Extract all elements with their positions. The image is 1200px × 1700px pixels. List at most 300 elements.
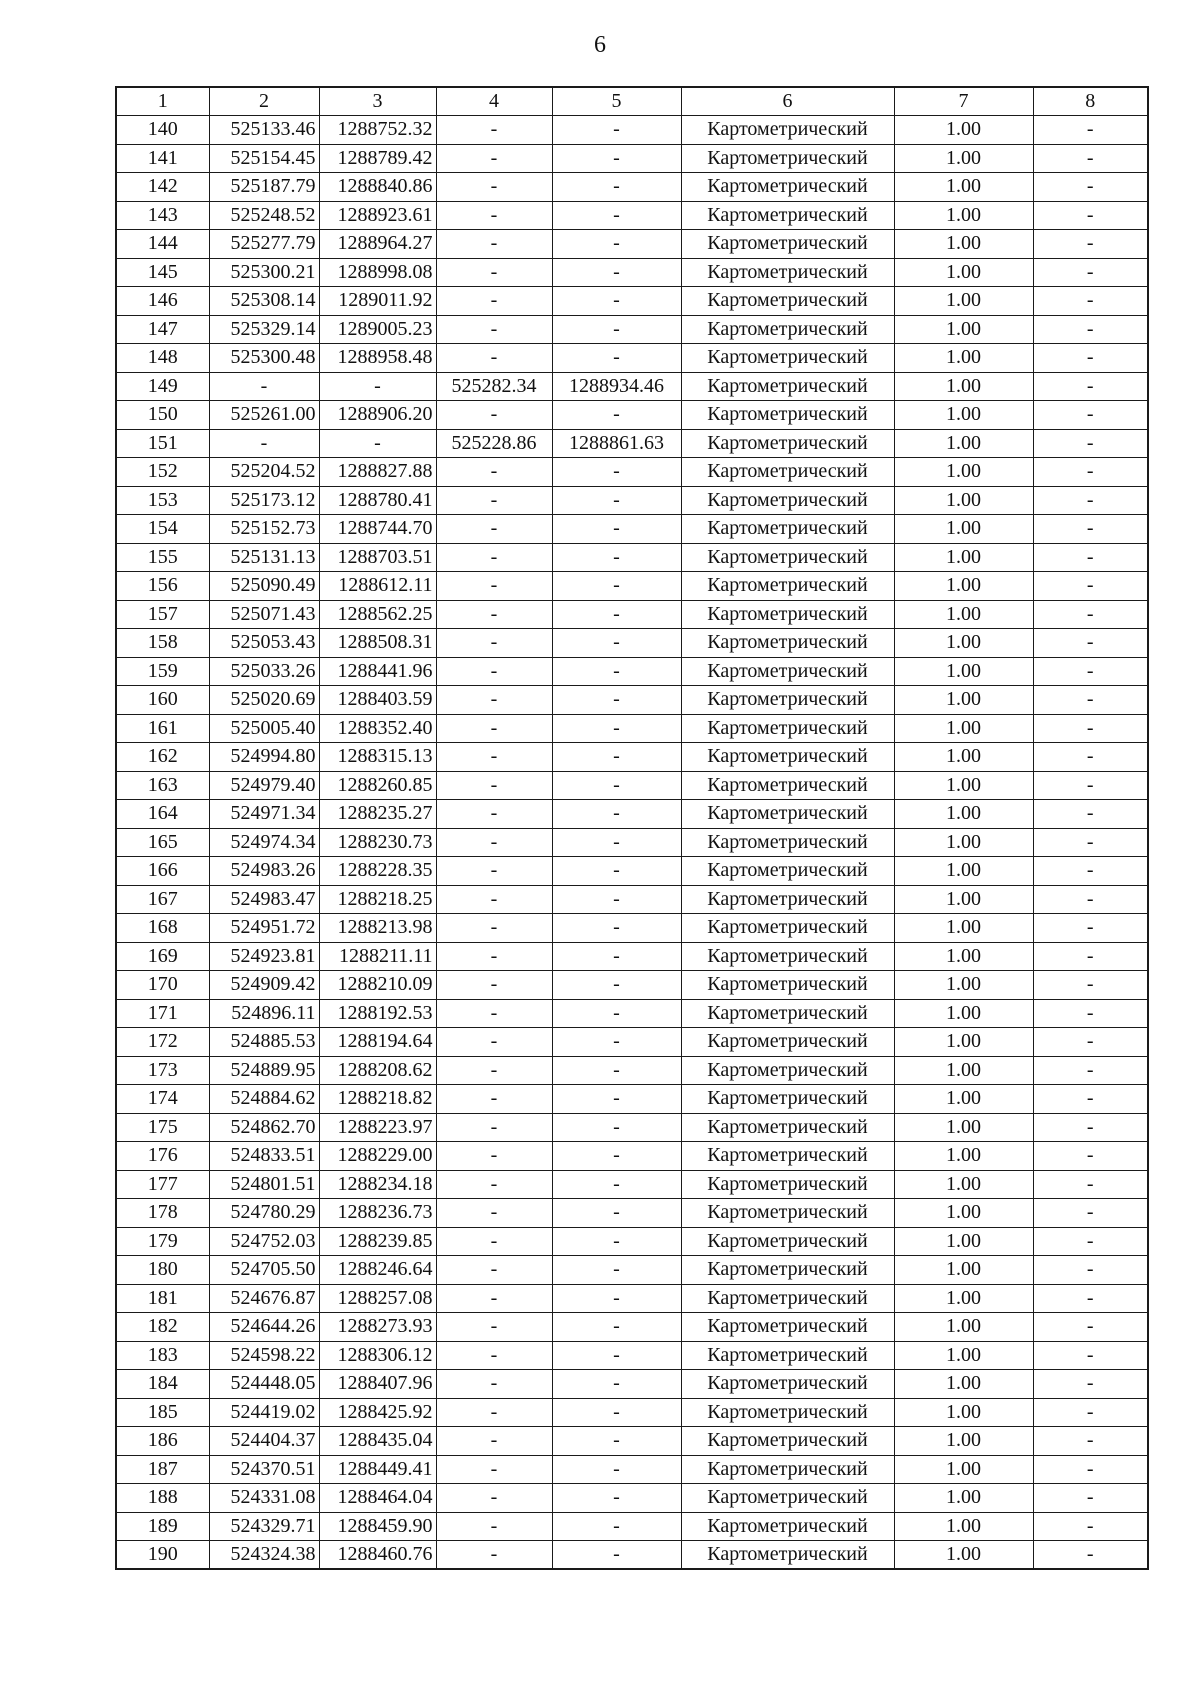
point-number-cell: 177 <box>116 1170 209 1199</box>
accuracy-cell: 1.00 <box>894 515 1033 544</box>
x-coordinate-cell: 525248.52 <box>209 201 319 230</box>
y-coordinate-alt-cell: - <box>552 771 681 800</box>
note-cell: - <box>1033 1541 1148 1570</box>
method-cell: Картометрический <box>681 828 894 857</box>
note-cell: - <box>1033 714 1148 743</box>
x-coordinate-alt-cell: - <box>436 1142 552 1171</box>
method-cell: Картометрический <box>681 714 894 743</box>
y-coordinate-alt-cell: - <box>552 657 681 686</box>
note-cell: - <box>1033 1398 1148 1427</box>
note-cell: - <box>1033 600 1148 629</box>
accuracy-cell: 1.00 <box>894 401 1033 430</box>
accuracy-cell: 1.00 <box>894 971 1033 1000</box>
y-coordinate-alt-cell: - <box>552 458 681 487</box>
method-cell: Картометрический <box>681 1455 894 1484</box>
note-cell: - <box>1033 401 1148 430</box>
accuracy-cell: 1.00 <box>894 201 1033 230</box>
x-coordinate-alt-cell: - <box>436 486 552 515</box>
accuracy-cell: 1.00 <box>894 1541 1033 1570</box>
table-row <box>116 1484 1148 1513</box>
table-row <box>116 714 1148 743</box>
point-number-cell: 149 <box>116 372 209 401</box>
x-coordinate-alt-cell: - <box>436 201 552 230</box>
y-coordinate-cell: 1288352.40 <box>319 714 436 743</box>
table-row <box>116 572 1148 601</box>
method-cell: Картометрический <box>681 1113 894 1142</box>
y-coordinate-alt-cell: - <box>552 344 681 373</box>
x-coordinate-alt-cell: - <box>436 543 552 572</box>
y-coordinate-cell: 1288425.92 <box>319 1398 436 1427</box>
note-cell: - <box>1033 1370 1148 1399</box>
method-cell: Картометрический <box>681 942 894 971</box>
table-row <box>116 1085 1148 1114</box>
note-cell: - <box>1033 1227 1148 1256</box>
x-coordinate-alt-cell: - <box>436 629 552 658</box>
point-number-cell: 170 <box>116 971 209 1000</box>
x-coordinate-cell: 525020.69 <box>209 686 319 715</box>
y-coordinate-cell: 1288407.96 <box>319 1370 436 1399</box>
table-row <box>116 885 1148 914</box>
method-cell: Картометрический <box>681 686 894 715</box>
method-cell: Картометрический <box>681 1028 894 1057</box>
y-coordinate-alt-cell: - <box>552 914 681 943</box>
y-coordinate-cell: 1288192.53 <box>319 999 436 1028</box>
y-coordinate-alt-cell: - <box>552 686 681 715</box>
y-coordinate-cell: 1288562.25 <box>319 600 436 629</box>
method-cell: Картометрический <box>681 629 894 658</box>
y-coordinate-alt-cell: - <box>552 1142 681 1171</box>
note-cell: - <box>1033 116 1148 145</box>
x-coordinate-cell: 524884.62 <box>209 1085 319 1114</box>
x-coordinate-cell: 525033.26 <box>209 657 319 686</box>
accuracy-cell: 1.00 <box>894 258 1033 287</box>
y-coordinate-alt-cell: - <box>552 1341 681 1370</box>
y-coordinate-alt-cell: - <box>552 1455 681 1484</box>
y-coordinate-cell: 1288228.35 <box>319 857 436 886</box>
table-row <box>116 287 1148 316</box>
x-coordinate-alt-cell: - <box>436 714 552 743</box>
x-coordinate-alt-cell: 525282.34 <box>436 372 552 401</box>
y-coordinate-cell: 1288234.18 <box>319 1170 436 1199</box>
method-cell: Картометрический <box>681 543 894 572</box>
x-coordinate-alt-cell: - <box>436 458 552 487</box>
y-coordinate-alt-cell: - <box>552 629 681 658</box>
note-cell: - <box>1033 1199 1148 1228</box>
note-cell: - <box>1033 258 1148 287</box>
x-coordinate-cell: 524752.03 <box>209 1227 319 1256</box>
point-number-cell: 168 <box>116 914 209 943</box>
y-coordinate-alt-cell: - <box>552 401 681 430</box>
x-coordinate-alt-cell: - <box>436 1085 552 1114</box>
y-coordinate-alt-cell: - <box>552 201 681 230</box>
note-cell: - <box>1033 1142 1148 1171</box>
table-row <box>116 914 1148 943</box>
x-coordinate-cell: 524448.05 <box>209 1370 319 1399</box>
column-header: 5 <box>552 87 681 116</box>
point-number-cell: 164 <box>116 800 209 829</box>
method-cell: Картометрический <box>681 486 894 515</box>
y-coordinate-cell: 1288229.00 <box>319 1142 436 1171</box>
page-number: 6 <box>594 32 606 58</box>
y-coordinate-cell: 1288218.82 <box>319 1085 436 1114</box>
x-coordinate-cell: 524404.37 <box>209 1427 319 1456</box>
y-coordinate-alt-cell: - <box>552 1028 681 1057</box>
note-cell: - <box>1033 1113 1148 1142</box>
method-cell: Картометрический <box>681 173 894 202</box>
y-coordinate-cell: 1288435.04 <box>319 1427 436 1456</box>
table-row <box>116 1028 1148 1057</box>
y-coordinate-cell: 1288827.88 <box>319 458 436 487</box>
x-coordinate-cell: 525131.13 <box>209 543 319 572</box>
y-coordinate-cell: 1288449.41 <box>319 1455 436 1484</box>
point-number-cell: 175 <box>116 1113 209 1142</box>
table-row <box>116 828 1148 857</box>
x-coordinate-cell: 524833.51 <box>209 1142 319 1171</box>
y-coordinate-alt-cell: - <box>552 315 681 344</box>
method-cell: Картометрический <box>681 315 894 344</box>
point-number-cell: 163 <box>116 771 209 800</box>
note-cell: - <box>1033 173 1148 202</box>
y-coordinate-alt-cell: - <box>552 1541 681 1570</box>
point-number-cell: 160 <box>116 686 209 715</box>
accuracy-cell: 1.00 <box>894 771 1033 800</box>
x-coordinate-cell: 524974.34 <box>209 828 319 857</box>
accuracy-cell: 1.00 <box>894 1256 1033 1285</box>
note-cell: - <box>1033 857 1148 886</box>
y-coordinate-cell: 1288460.76 <box>319 1541 436 1570</box>
point-number-cell: 178 <box>116 1199 209 1228</box>
table-row <box>116 999 1148 1028</box>
note-cell: - <box>1033 1484 1148 1513</box>
note-cell: - <box>1033 771 1148 800</box>
x-coordinate-alt-cell: - <box>436 657 552 686</box>
x-coordinate-cell: 524979.40 <box>209 771 319 800</box>
note-cell: - <box>1033 800 1148 829</box>
accuracy-cell: 1.00 <box>894 828 1033 857</box>
method-cell: Картометрический <box>681 771 894 800</box>
table-row <box>116 1256 1148 1285</box>
note-cell: - <box>1033 144 1148 173</box>
y-coordinate-alt-cell: - <box>552 144 681 173</box>
method-cell: Картометрический <box>681 1170 894 1199</box>
x-coordinate-alt-cell: - <box>436 1341 552 1370</box>
x-coordinate-cell: 524331.08 <box>209 1484 319 1513</box>
note-cell: - <box>1033 1028 1148 1057</box>
y-coordinate-cell: 1288612.11 <box>319 572 436 601</box>
note-cell: - <box>1033 1170 1148 1199</box>
method-cell: Картометрический <box>681 344 894 373</box>
x-coordinate-cell: 524324.38 <box>209 1541 319 1570</box>
note-cell: - <box>1033 1341 1148 1370</box>
method-cell: Картометрический <box>681 1056 894 1085</box>
y-coordinate-cell: 1288744.70 <box>319 515 436 544</box>
x-coordinate-alt-cell: - <box>436 1056 552 1085</box>
note-cell: - <box>1033 1085 1148 1114</box>
x-coordinate-alt-cell: - <box>436 771 552 800</box>
accuracy-cell: 1.00 <box>894 1484 1033 1513</box>
point-number-cell: 185 <box>116 1398 209 1427</box>
table-row <box>116 857 1148 886</box>
accuracy-cell: 1.00 <box>894 543 1033 572</box>
note-cell: - <box>1033 629 1148 658</box>
y-coordinate-cell: 1288998.08 <box>319 258 436 287</box>
accuracy-cell: 1.00 <box>894 144 1033 173</box>
y-coordinate-alt-cell: - <box>552 173 681 202</box>
point-number-cell: 176 <box>116 1142 209 1171</box>
x-coordinate-cell: 524896.11 <box>209 999 319 1028</box>
x-coordinate-cell: - <box>209 429 319 458</box>
y-coordinate-cell: 1288306.12 <box>319 1341 436 1370</box>
accuracy-cell: 1.00 <box>894 999 1033 1028</box>
method-cell: Картометрический <box>681 885 894 914</box>
table-row <box>116 657 1148 686</box>
table-row <box>116 942 1148 971</box>
y-coordinate-cell: 1288208.62 <box>319 1056 436 1085</box>
x-coordinate-cell: 524889.95 <box>209 1056 319 1085</box>
x-coordinate-alt-cell: - <box>436 315 552 344</box>
y-coordinate-cell: 1288218.25 <box>319 885 436 914</box>
point-number-cell: 151 <box>116 429 209 458</box>
x-coordinate-cell: 525300.21 <box>209 258 319 287</box>
y-coordinate-alt-cell: - <box>552 857 681 886</box>
accuracy-cell: 1.00 <box>894 458 1033 487</box>
accuracy-cell: 1.00 <box>894 942 1033 971</box>
x-coordinate-alt-cell: - <box>436 999 552 1028</box>
y-coordinate-cell: 1288194.64 <box>319 1028 436 1057</box>
table-row <box>116 1427 1148 1456</box>
point-number-cell: 144 <box>116 230 209 259</box>
method-cell: Картометрический <box>681 230 894 259</box>
accuracy-cell: 1.00 <box>894 486 1033 515</box>
point-number-cell: 162 <box>116 743 209 772</box>
accuracy-cell: 1.00 <box>894 1512 1033 1541</box>
x-coordinate-cell: 524780.29 <box>209 1199 319 1228</box>
point-number-cell: 145 <box>116 258 209 287</box>
x-coordinate-alt-cell: - <box>436 1455 552 1484</box>
x-coordinate-alt-cell: - <box>436 344 552 373</box>
point-number-cell: 161 <box>116 714 209 743</box>
x-coordinate-cell: 524983.47 <box>209 885 319 914</box>
table-row <box>116 1455 1148 1484</box>
x-coordinate-alt-cell: - <box>436 1199 552 1228</box>
table-row <box>116 344 1148 373</box>
x-coordinate-cell: 525173.12 <box>209 486 319 515</box>
point-number-cell: 148 <box>116 344 209 373</box>
point-number-cell: 155 <box>116 543 209 572</box>
x-coordinate-cell: 524885.53 <box>209 1028 319 1057</box>
method-cell: Картометрический <box>681 914 894 943</box>
x-coordinate-alt-cell: - <box>436 686 552 715</box>
x-coordinate-alt-cell: - <box>436 173 552 202</box>
note-cell: - <box>1033 515 1148 544</box>
y-coordinate-alt-cell: - <box>552 885 681 914</box>
y-coordinate-alt-cell: - <box>552 1056 681 1085</box>
point-number-cell: 171 <box>116 999 209 1028</box>
table-row <box>116 144 1148 173</box>
x-coordinate-alt-cell: - <box>436 1028 552 1057</box>
method-cell: Картометрический <box>681 1541 894 1570</box>
accuracy-cell: 1.00 <box>894 173 1033 202</box>
y-coordinate-cell: - <box>319 372 436 401</box>
note-cell: - <box>1033 1427 1148 1456</box>
x-coordinate-alt-cell: - <box>436 1427 552 1456</box>
note-cell: - <box>1033 1313 1148 1342</box>
y-coordinate-alt-cell: - <box>552 486 681 515</box>
y-coordinate-alt-cell: - <box>552 287 681 316</box>
note-cell: - <box>1033 999 1148 1028</box>
x-coordinate-cell: 524971.34 <box>209 800 319 829</box>
accuracy-cell: 1.00 <box>894 1341 1033 1370</box>
y-coordinate-alt-cell: - <box>552 1085 681 1114</box>
note-cell: - <box>1033 914 1148 943</box>
y-coordinate-alt-cell: - <box>552 971 681 1000</box>
x-coordinate-alt-cell: - <box>436 116 552 145</box>
table-row <box>116 429 1148 458</box>
x-coordinate-cell: 525277.79 <box>209 230 319 259</box>
y-coordinate-cell: 1288273.93 <box>319 1313 436 1342</box>
note-cell: - <box>1033 885 1148 914</box>
x-coordinate-alt-cell: - <box>436 230 552 259</box>
accuracy-cell: 1.00 <box>894 1284 1033 1313</box>
y-coordinate-alt-cell: - <box>552 230 681 259</box>
x-coordinate-cell: 524644.26 <box>209 1313 319 1342</box>
method-cell: Картометрический <box>681 743 894 772</box>
point-number-cell: 152 <box>116 458 209 487</box>
accuracy-cell: 1.00 <box>894 1199 1033 1228</box>
method-cell: Картометрический <box>681 1370 894 1399</box>
y-coordinate-alt-cell: - <box>552 743 681 772</box>
table-row <box>116 372 1148 401</box>
y-coordinate-cell: - <box>319 429 436 458</box>
table-row <box>116 486 1148 515</box>
method-cell: Картометрический <box>681 1256 894 1285</box>
x-coordinate-alt-cell: - <box>436 258 552 287</box>
point-number-cell: 141 <box>116 144 209 173</box>
y-coordinate-alt-cell: - <box>552 1256 681 1285</box>
point-number-cell: 190 <box>116 1541 209 1570</box>
note-cell: - <box>1033 657 1148 686</box>
point-number-cell: 183 <box>116 1341 209 1370</box>
point-number-cell: 147 <box>116 315 209 344</box>
y-coordinate-cell: 1288703.51 <box>319 543 436 572</box>
method-cell: Картометрический <box>681 999 894 1028</box>
y-coordinate-cell: 1288840.86 <box>319 173 436 202</box>
y-coordinate-cell: 1288508.31 <box>319 629 436 658</box>
point-number-cell: 156 <box>116 572 209 601</box>
method-cell: Картометрический <box>681 372 894 401</box>
accuracy-cell: 1.00 <box>894 1313 1033 1342</box>
y-coordinate-cell: 1288235.27 <box>319 800 436 829</box>
table-row <box>116 1512 1148 1541</box>
point-number-cell: 169 <box>116 942 209 971</box>
point-number-cell: 159 <box>116 657 209 686</box>
x-coordinate-alt-cell: - <box>436 1227 552 1256</box>
note-cell: - <box>1033 971 1148 1000</box>
method-cell: Картометрический <box>681 600 894 629</box>
x-coordinate-cell: 525154.45 <box>209 144 319 173</box>
note-cell: - <box>1033 372 1148 401</box>
x-coordinate-alt-cell: 525228.86 <box>436 429 552 458</box>
method-cell: Картометрический <box>681 201 894 230</box>
table-row <box>116 315 1148 344</box>
x-coordinate-alt-cell: - <box>436 971 552 1000</box>
table-row <box>116 515 1148 544</box>
y-coordinate-alt-cell: - <box>552 1484 681 1513</box>
method-cell: Картометрический <box>681 572 894 601</box>
note-cell: - <box>1033 743 1148 772</box>
accuracy-cell: 1.00 <box>894 914 1033 943</box>
point-number-cell: 158 <box>116 629 209 658</box>
point-number-cell: 167 <box>116 885 209 914</box>
point-number-cell: 146 <box>116 287 209 316</box>
accuracy-cell: 1.00 <box>894 344 1033 373</box>
accuracy-cell: 1.00 <box>894 1370 1033 1399</box>
note-cell: - <box>1033 1256 1148 1285</box>
column-header: 8 <box>1033 87 1148 116</box>
table-row <box>116 1227 1148 1256</box>
method-cell: Картометрический <box>681 1142 894 1171</box>
table-body <box>116 116 1148 1570</box>
y-coordinate-alt-cell: - <box>552 515 681 544</box>
y-coordinate-alt-cell: - <box>552 1284 681 1313</box>
note-cell: - <box>1033 1512 1148 1541</box>
y-coordinate-cell: 1288789.42 <box>319 144 436 173</box>
y-coordinate-alt-cell: - <box>552 1227 681 1256</box>
point-number-cell: 172 <box>116 1028 209 1057</box>
x-coordinate-alt-cell: - <box>436 885 552 914</box>
x-coordinate-alt-cell: - <box>436 743 552 772</box>
column-header: 1 <box>116 87 209 116</box>
x-coordinate-cell: 524994.80 <box>209 743 319 772</box>
y-coordinate-cell: 1288964.27 <box>319 230 436 259</box>
x-coordinate-alt-cell: - <box>436 1256 552 1285</box>
y-coordinate-cell: 1288257.08 <box>319 1284 436 1313</box>
method-cell: Картометрический <box>681 1313 894 1342</box>
table-row <box>116 401 1148 430</box>
point-number-cell: 174 <box>116 1085 209 1114</box>
method-cell: Картометрический <box>681 800 894 829</box>
table-row <box>116 686 1148 715</box>
point-number-cell: 153 <box>116 486 209 515</box>
x-coordinate-alt-cell: - <box>436 572 552 601</box>
accuracy-cell: 1.00 <box>894 287 1033 316</box>
table-row <box>116 1541 1148 1570</box>
point-number-cell: 140 <box>116 116 209 145</box>
table-row <box>116 1313 1148 1342</box>
accuracy-cell: 1.00 <box>894 1142 1033 1171</box>
x-coordinate-alt-cell: - <box>436 1398 552 1427</box>
x-coordinate-alt-cell: - <box>436 1370 552 1399</box>
y-coordinate-alt-cell: - <box>552 258 681 287</box>
accuracy-cell: 1.00 <box>894 1398 1033 1427</box>
x-coordinate-cell: 524909.42 <box>209 971 319 1000</box>
x-coordinate-cell: 525090.49 <box>209 572 319 601</box>
y-coordinate-cell: 1288223.97 <box>319 1113 436 1142</box>
x-coordinate-alt-cell: - <box>436 144 552 173</box>
note-cell: - <box>1033 543 1148 572</box>
y-coordinate-cell: 1288236.73 <box>319 1199 436 1228</box>
y-coordinate-cell: 1288923.61 <box>319 201 436 230</box>
x-coordinate-cell: 525152.73 <box>209 515 319 544</box>
x-coordinate-cell: 525308.14 <box>209 287 319 316</box>
accuracy-cell: 1.00 <box>894 800 1033 829</box>
y-coordinate-cell: 1288906.20 <box>319 401 436 430</box>
table-row <box>116 458 1148 487</box>
note-cell: - <box>1033 572 1148 601</box>
method-cell: Картометрический <box>681 429 894 458</box>
note-cell: - <box>1033 201 1148 230</box>
x-coordinate-cell: 524329.71 <box>209 1512 319 1541</box>
